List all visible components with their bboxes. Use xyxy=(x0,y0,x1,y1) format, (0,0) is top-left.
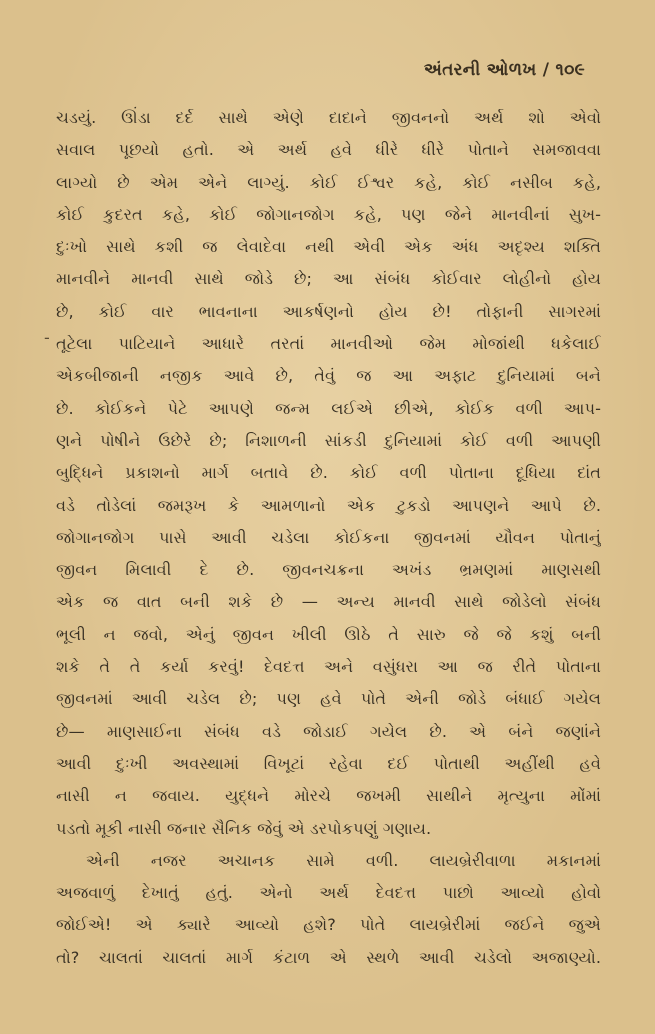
text-line: ભૂલી ન જવો, એનું જીવન ખીલી ઊઠે તે સારુ જે જે કશું બની xyxy=(56,624,601,644)
text-line: જીવન મિલાવી દે છે. જીવનચક્રના અખંડ ભ્રમણમાં માણસથી xyxy=(56,560,601,580)
text-line: જીવનમાં આવી ચડેલ છે; પણ હવે પોતે એની જોડે બંધાઈ ગયેલ xyxy=(56,689,601,709)
text-line: પડતો મૂકી નાસી જનાર સૈનિક જેવું એ ડરપોકપણું ગણાય. xyxy=(56,818,432,838)
text-line: છે. કોઈકને પેટે આપણે જન્મ લઈએ છીએ, કોઈક વળી આપ- xyxy=(56,398,601,418)
text-line: ણને પોષીને ઉછેરે છે; નિશાળની સાંકડી દુનિયામાં કોઈ વળી આપણી xyxy=(56,430,601,450)
text-line: સવાલ પૂછયો હતો. એ અર્થ હવે ધીરે ધીરે પોતાને સમજાવવા xyxy=(56,140,601,160)
text-line: અજવાળું દેખાતું હતું. એનો અર્થ દેવદત્ત પાછો આવ્યો હોવો xyxy=(56,883,601,903)
text-line: નાસી ન જવાય. યુદ્ધને મોરચે જખમી સાથીને મૃત્યુના મોંમાં xyxy=(56,786,601,806)
body-text xyxy=(56,102,601,974)
text-line: એકબીજાની નજીક આવે છે, તેવું જ આ અફાટ દુનિયામાં બને xyxy=(56,366,601,386)
paragraph-1 xyxy=(56,102,601,845)
text-line: તૂટેલા પાટિયાને આધારે તરતાં માનવીઓ જેમ મોજાંથી ધકેલાઈ xyxy=(56,334,601,354)
text-line: જોગાનજોગ પાસે આવી ચડેલા કોઈકના જીવનમાં યૌવન પોતાનું xyxy=(56,527,601,547)
running-head: અંતરની ઓળખ / ૧૦૯ xyxy=(423,60,585,80)
text-line: છે, કોઈ વાર ભાવનાના આકર્ષણનો હોય છે! તોફાની સાગરમાં xyxy=(56,301,601,321)
margin-dash-mark: - xyxy=(44,328,50,347)
text-line: એની નજર અચાનક સામે વળી. લાયબ્રેરીવાળા મકાનમાં xyxy=(86,850,601,870)
text-line: શકે તે તે કર્યા કરવું! દેવદત્ત અને વસુંધરા આ જ રીતે પોતાના xyxy=(56,657,601,677)
text-line: આવી દુઃખી અવસ્થામાં વિખૂટાં રહેવા દઈ પોતાથી અહીંથી હવે xyxy=(56,753,601,773)
text-line: એક જ વાત બની શકે છે — અન્ય માનવી સાથે જોડેલો સંબંધ xyxy=(56,592,601,612)
paragraph-2 xyxy=(56,845,601,974)
text-line: જોઈએ! એ ક્યારે આવ્યો હશે? પોતે લાયબ્રેરીમાં જઈને જુએ xyxy=(56,915,601,935)
text-line: ચડયું. ઊંડા દર્દ સાથે એણે દાદાને જીવનનો અર્થ શો એવો xyxy=(56,108,601,127)
text-line: વડે તોડેલાં જમરૂખ કે આમળાનો એક ટુકડો આપણને આપે છે. xyxy=(56,495,601,515)
text-line: છે— માણસાઈના સંબંધ વડે જોડાઈ ગયેલ છે. એ બંને જણાંને xyxy=(56,721,601,741)
text-line: માનવીને માનવી સાથે જોડે છે; આ સંબંધ કોઈવાર લોહીનો હોય xyxy=(56,269,601,289)
text-line: તો? ચાલતાં ચાલતાં માર્ગ કંટાળ એ સ્થળે આવી ચડેલો અજાણ્યો. xyxy=(56,947,601,967)
text-line: કોઈ કુદરત કહે, કોઈ જોગાનજોગ કહે, પણ જેને માનવીનાં સુખ- xyxy=(56,204,601,224)
text-line: દુઃખો સાથે કશી જ લેવાદેવા નથી એવી એક અંધ અદૃશ્ય શક્તિ xyxy=(56,237,601,257)
text-line: બુદ્ધિને પ્રકાશનો માર્ગ બતાવે છે. કોઈ વળી પોતાના દૂધિયા દાંત xyxy=(56,463,601,483)
text-line: લાગ્યો છે એમ એને લાગ્યું. કોઈ ઈશ્વર કહે, કોઈ નસીબ કહે, xyxy=(56,172,601,192)
